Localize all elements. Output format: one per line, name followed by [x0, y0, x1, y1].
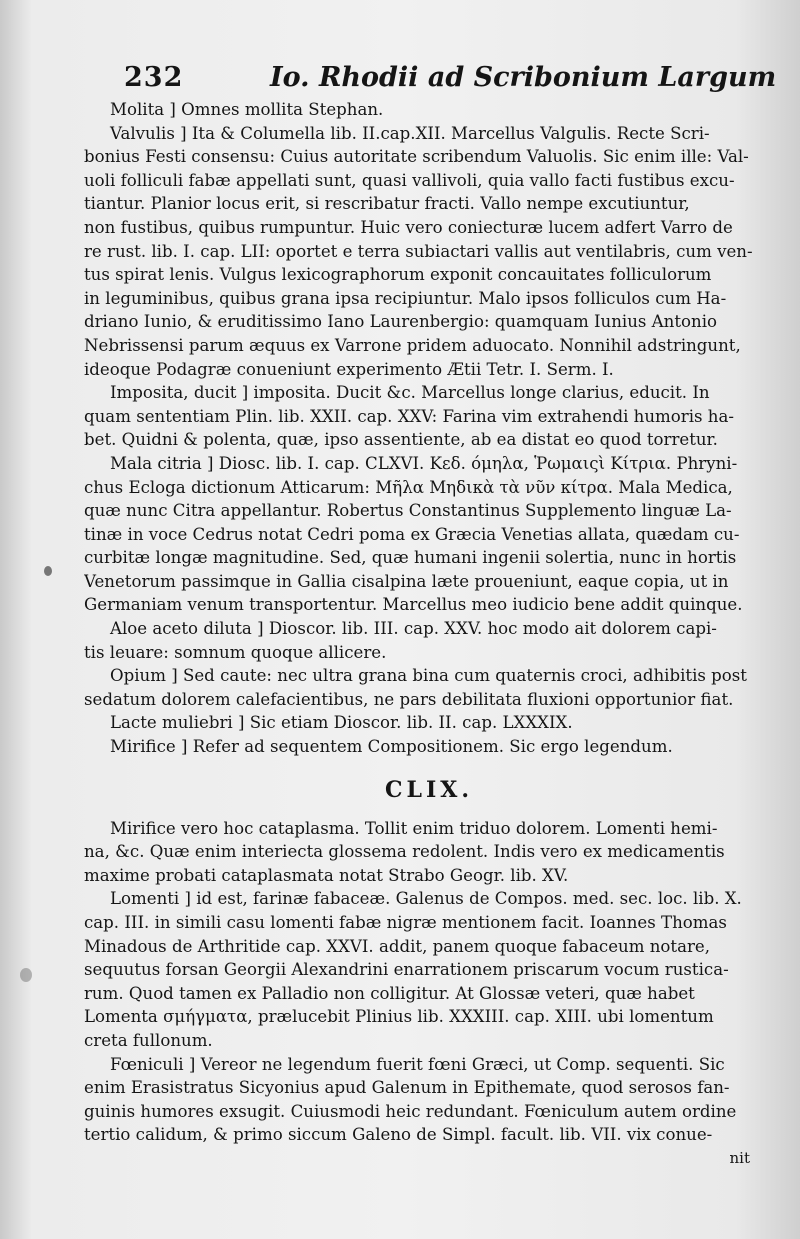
- page-header: [118, 58, 777, 98]
- text-line: Mirifice vero hoc cataplasma. Tollit enim triduo dolorem. Lomenti hemi-: [110, 818, 718, 838]
- text-line: maxime probati cataplasmata notat Strabo Geogr. lib. XV.: [84, 865, 569, 885]
- running-title: Io. Rhodii ad Scribonium Largum: [270, 62, 777, 93]
- text-line: re rust. lib. I. cap. LII: oportet e terra subiactari vallis aut ventilabris, cum ven-: [84, 241, 753, 261]
- catchword: nit: [729, 1148, 750, 1167]
- text-line: Mirifice ] Refer ad sequentem Compositionem. Sic ergo legendum.: [110, 737, 673, 757]
- text-line: Nebrissensi parum æquus ex Varrone pridem aduocato. Nonnihil adstringunt,: [84, 335, 741, 355]
- text-line: sedatum dolorem calefacientibus, ne pars debilitata fluxioni opportunior fiat.: [84, 689, 734, 709]
- text-line: chus Ecloga dictionum Atticarum: Μῆλα Μηδικὰ τὰ νῦν κίτρα. Mala Medica,: [84, 477, 733, 497]
- text-line: Lomenti ] id est, farinæ fabaceæ. Galenus de Compos. med. sec. loc. lib. X.: [110, 889, 742, 909]
- text-line: Fœniculi ] Vereor ne legendum fuerit fœni Græci, ut Comp. sequenti. Sic: [110, 1054, 725, 1074]
- text-line: Valvulis ] Ita & Columella lib. II.cap.XII. Marcellus Valgulis. Recte Scri-: [110, 123, 710, 143]
- text-line: tis leuare: somnum quoque allicere.: [84, 642, 387, 662]
- text-line: Aloe aceto diluta ] Dioscor. lib. III. cap. XXV. hoc modo ait dolorem capi-: [110, 619, 717, 639]
- text-line: Molita ] Omnes mollita Stephan.: [110, 100, 384, 119]
- body-text: [84, 98, 774, 1171]
- paragraph-mirifice: [84, 735, 774, 759]
- page-number: 232: [124, 62, 184, 93]
- text-line: Opium ] Sed caute: nec ultra grana bina cum quaternis croci, adhibitis post: [110, 666, 747, 686]
- text-line: Mala citria ] Diosc. lib. I. cap. CLXVI. Κεδ. όμηλα, Ῥωμαιςὶ Κίτρια. Phryni-: [110, 453, 738, 473]
- text-line: bet. Quidni & polenta, quæ, ipso assentiente, ab ea distat eo quod torretur.: [84, 430, 718, 450]
- ink-spot: [20, 968, 32, 982]
- paragraph-foeniculi: [84, 1053, 774, 1147]
- text-line: enim Erasistratus Sicyonius apud Galenum in Epithemate, quod serosos fan-: [84, 1078, 730, 1098]
- text-line: uoli folliculi fabæ appellati sunt, quasi vallivoli, quia vallo facti fustibus excu-: [84, 170, 735, 190]
- text-line: Lacte muliebri ] Sic etiam Dioscor. lib. II. cap. LXXXIX.: [110, 713, 573, 733]
- text-line: tinæ in voce Cedrus notat Cedri poma ex Græcia Venetias allata, quædam cu-: [84, 524, 740, 544]
- text-line: Imposita, ducit ] imposita. Ducit &c. Marcellus longe clarius, educit. In: [110, 383, 710, 403]
- paragraph-mala-citria: [84, 452, 774, 617]
- text-line: Minadous de Arthritide cap. XXVI. addit, panem quoque fabaceum notare,: [84, 936, 710, 956]
- text-line: Venetorum passimque in Gallia cisalpina læte proueniunt, eaque copia, ut in: [84, 571, 729, 591]
- section-heading: CLIX.: [385, 776, 473, 803]
- text-line: in leguminibus, quibus grana ipsa recipiuntur. Malo ipsos folliculos cum Ha-: [84, 288, 727, 308]
- text-line: sequutus forsan Georgii Alexandrini enarrationem priscarum vocum rustica-: [84, 960, 729, 980]
- text-line: quam sententiam Plin. lib. XXII. cap. XXV: Farina vim extrahendi humoris ha-: [84, 406, 734, 426]
- paragraph-molita: [84, 98, 774, 122]
- text-line: guinis humores exsugit. Cuiusmodi heic redundant. Fœniculum autem ordine: [84, 1101, 737, 1121]
- text-line: curbitæ longæ magnitudine. Sed, quæ humani ingenii solertia, nunc in hortis: [84, 548, 737, 568]
- text-line: na, &c. Quæ enim interiecta glossema redolent. Indis vero ex medicamentis: [84, 842, 725, 862]
- paragraph-lacte: [84, 711, 774, 735]
- ink-spot: [44, 566, 52, 576]
- text-line: creta fullonum.: [84, 1030, 213, 1050]
- text-line: Germaniam venum transportentur. Marcellus meo iudicio bene addit quinque.: [84, 595, 743, 615]
- paragraph-opium: [84, 664, 774, 711]
- paragraph-aloe: [84, 617, 774, 664]
- text-line: tertio calidum, & primo siccum Galeno de Simpl. facult. lib. VII. vix conue-: [84, 1125, 713, 1145]
- text-line: quæ nunc Citra appellantur. Robertus Constantinus Supplemento linguæ La-: [84, 501, 732, 521]
- text-line: driano Iunio, & eruditissimo Iano Laurenbergio: quamquam Iunius Antonio: [84, 312, 717, 332]
- text-line: Lomenta σμήγματα, prælucebit Plinius lib. XXXIII. cap. XIII. ubi lomentum: [84, 1007, 714, 1027]
- paragraph-imposita: [84, 381, 774, 452]
- text-line: rum. Quod tamen ex Palladio non colligitur. At Glossæ veteri, quæ habet: [84, 983, 695, 1003]
- text-line: bonius Festi consensu: Cuius autoritate scribendum Valuolis. Sic enim ille: Val-: [84, 147, 749, 167]
- paragraph-lomenti: [84, 887, 774, 1052]
- paragraph-valvulis: [84, 122, 774, 382]
- text-line: cap. III. in simili casu lomenti fabæ nigræ mentionem facit. Ioannes Thomas: [84, 913, 727, 932]
- text-line: tiantur. Planior locus erit, si rescribatur fracti. Vallo nempe excutiuntur,: [84, 194, 690, 214]
- paragraph-cataplasma: [84, 817, 774, 888]
- text-line: tus spirat lenis. Vulgus lexicographorum exponit concauitates folliculorum: [84, 265, 712, 285]
- text-line: non fustibus, quibus rumpuntur. Huic vero coniecturæ lucem adfert Varro de: [84, 217, 733, 237]
- text-line: ideoque Podagræ conueniunt experimento Ætii Tetr. I. Serm. I.: [84, 359, 614, 379]
